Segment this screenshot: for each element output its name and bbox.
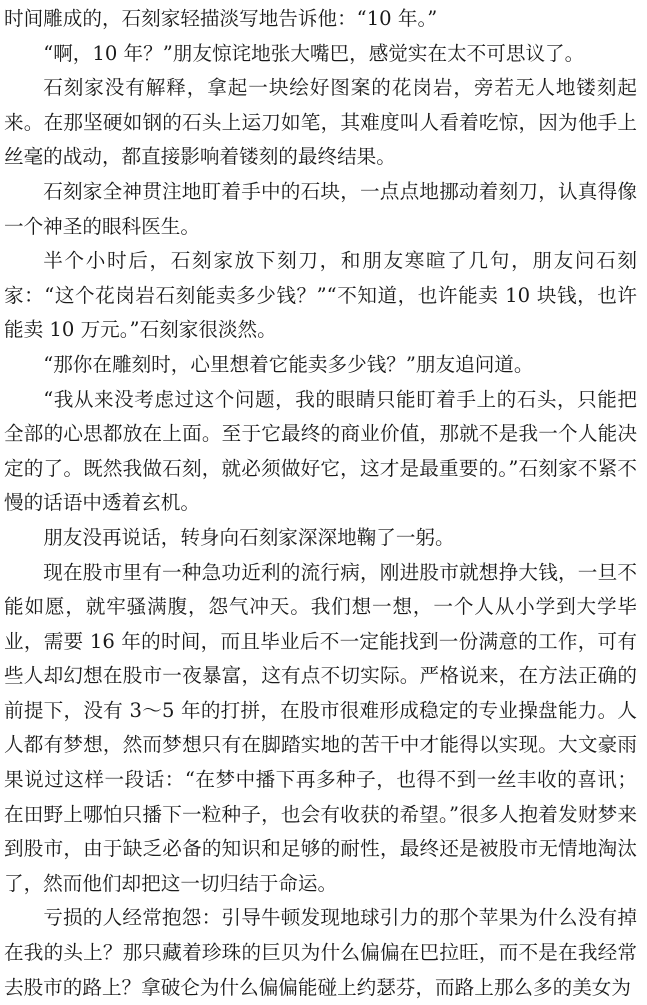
paragraph-1: 时间雕成的，石刻家轻描淡写地告诉他：“10 年。” [4,7,438,30]
paragraph-4: 石刻家全神贯注地盯着手中的石块，一点点地挪动着刻刀，认真得像一个神圣的眼科医生。 [4,179,637,238]
paragraph-3: 石刻家没有解释，拿起一块绘好图案的花岗岩，旁若无人地镂刻起来。在那坚硬如钢的石头上运刀如笔，其难度叫人看着吃惊，因为他手上丝毫的战动，都直接影响着镂刻的最终结果。 [4,76,637,169]
paragraph-7: “我从来没考虑过这个问题，我的眼睛只能盯着手上的石头，只能把全部的心思都放在上面。至于它最终的商业价值，那就不是我一个人能决定的了。既然我做石刻，就必须做好它，这才是最重要的。”石刻家不紧不慢的话语中透着玄机。 [4,387,637,515]
paragraph-10: 亏损的人经常抱怨：引导牛顿发现地球引力的那个苹果为什么没有掉在我的头上？那只藏着珍珠的巨贝为什么偏偏在巴拉旺，而不是在我经常去股市的路上？拿破仑为什么偏偏能碰上约瑟芬，而路上那么多的美女为 [4,906,637,999]
paragraph-8: 朋友没再说话，转身向石刻家深深地鞠了一躬。 [43,525,455,549]
paragraph-5: 半个小时后，石刻家放下刻刀，和朋友寒暄了几句，朋友问石刻家：“这个花岗岩石刻能卖多少钱？”“不知道，也许能卖 10 块钱，也许能卖 10 万元。”石刻家很淡然。 [4,249,637,342]
paragraph-9: 现在股市里有一种急功近利的流行病，刚进股市就想挣大钱，一旦不能如愿，就牢骚满腹，怨气冲天。我们想一想，一个人从小学到大学毕业，需要 16 年的时间，而且毕业后不一定能找到一份满意的工作，可有些人却幻想在股市一夜暴富，这有点不切实际。严格说来，在方法正确的前提下，没有 3～5 年的打拼，在股市很难形成稳定的专业操盘能力。人人都有梦想，然而梦想只有在脚踏实地的苦干中才能得以实现。大文豪雨果说过这样一段话：“在梦中播下再多种子，也得不到一丝丰收的喜讯；在田野上哪怕只播下一粒种子，也会有收获的希望。”很多人抱着发财梦来到股市，由于缺乏必备的知识和足够的耐性，最终还是被股市无情地淘汰了，然而他们却把这一切归结于命运。 [4,560,637,895]
paragraph-6: “那你在雕刻时，心里想着它能卖多少钱？”朋友追问道。 [43,352,534,376]
paragraph-2: “啊，10 年？”朋友惊诧地张大嘴巴，感觉实在太不可思议了。 [43,41,585,65]
